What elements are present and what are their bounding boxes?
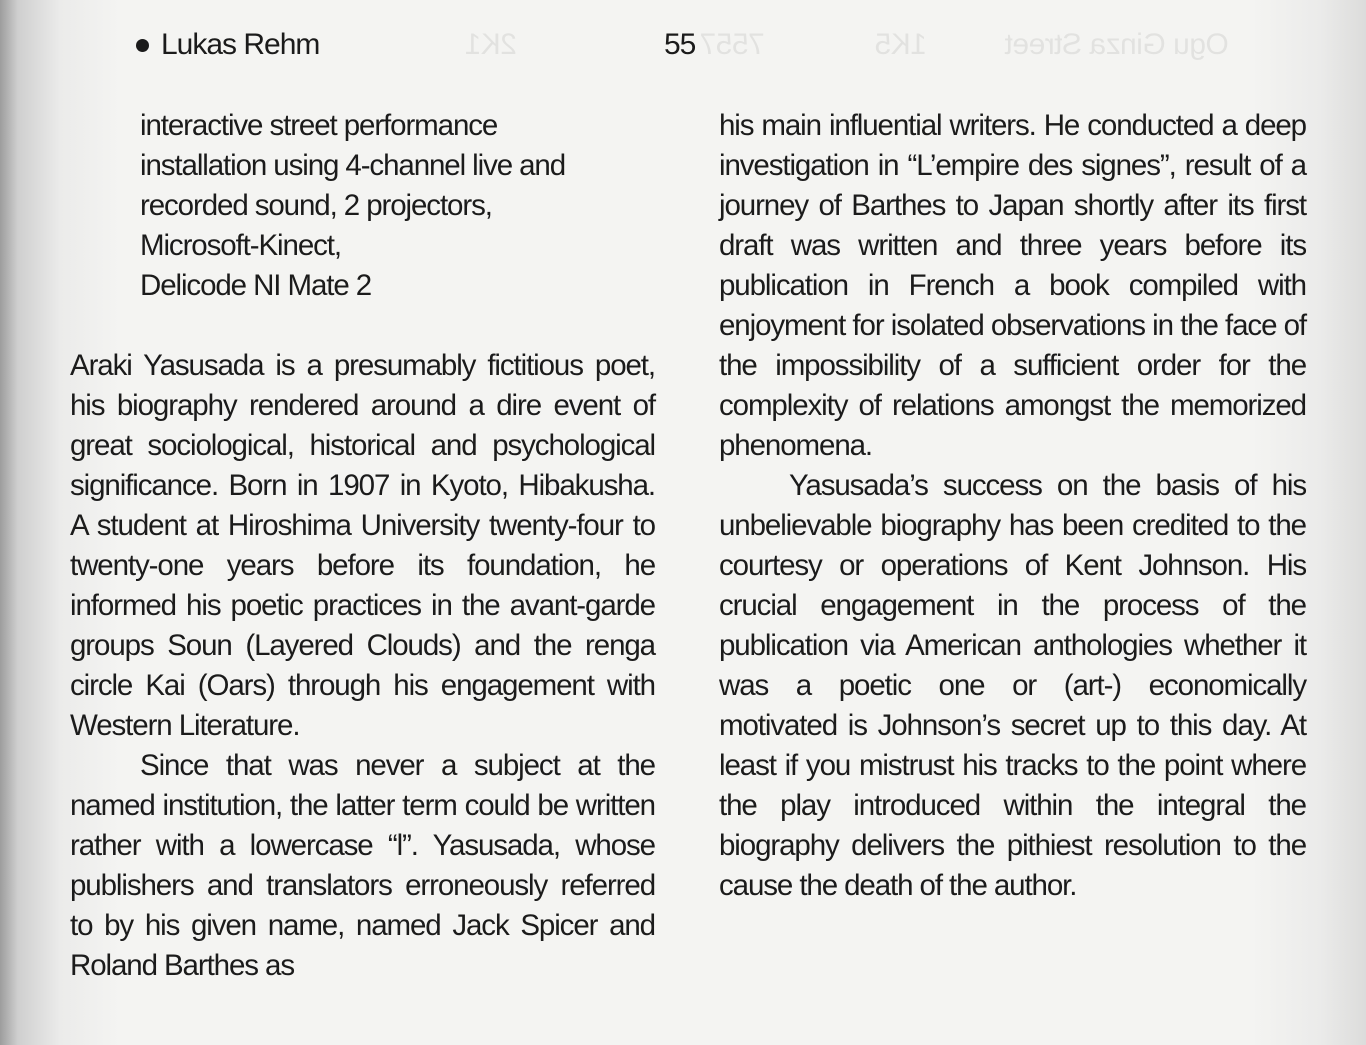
bullet-icon [136,39,149,52]
credit-line: Delicode NI Mate 2 [140,269,372,302]
spacer [70,306,655,346]
credit-line: recorded sound, 2 projectors, [140,189,492,222]
body-paragraph: his main influential writers. He conducted a deep investigation in “L’empire des signes”, result of a journey of Barthes to Japan shortly after its first draft was written and three years before its publication in French a book compiled with enjoyment for isolated observations in the face of the impossibility of a sufficient order for the complexity of relations amongst the memorized phenomena. [719,109,1306,462]
author-name: Lukas Rehm [161,28,320,61]
body-paragraph: Since that was never a subject at the named institution, the latter term could be written rather with a lowercase “l”. Yasusada, whose publishers and translators erroneously referred to by his given name, named Jack Spicer and Roland Barthes as [70,749,655,982]
show-through-number: 2K1 [465,28,517,61]
show-through-number: 7557 [700,28,765,61]
credit-line: Microsoft-Kinect, [140,229,341,262]
left-column [70,106,655,986]
credit-line: interactive street performance [140,109,498,142]
running-header-author [136,28,319,62]
body-paragraph: Yasusada’s success on the basis of his unbelievable biography has been credited to the courtesy or operations of Kent Johnson. His crucial engagement in the process of the publication via American anthologies whether it was a poetic one or (art-) economically motivated is Johnson’s secret up to this day. At least if you mistrust his tracks to the point where the play introduced within the integral the biography delivers the pithiest resolution to the cause the death of the author. [719,469,1306,902]
credit-line: installation using 4-channel live and [140,149,566,182]
body-paragraph: Araki Yasusada is a presumably fictitious poet, his biography rendered around a dire event of great sociological, historical and psychological significance. Born in 1907 in Kyoto, Hibakusha. A student at Hiroshima University twenty-four to twenty-one years before its foundation, he informed his poetic practices in the avant-garde groups Soun (Layered Clouds) and the renga circle Kai (Oars) through his engagement with Western Literature. [70,349,655,742]
show-through-number: 1K5 [875,28,927,61]
page-number: 55 [664,28,696,61]
work-credit [70,106,655,306]
show-through-header: Ogu Ginza Street [1005,28,1229,61]
right-column [719,106,1306,906]
